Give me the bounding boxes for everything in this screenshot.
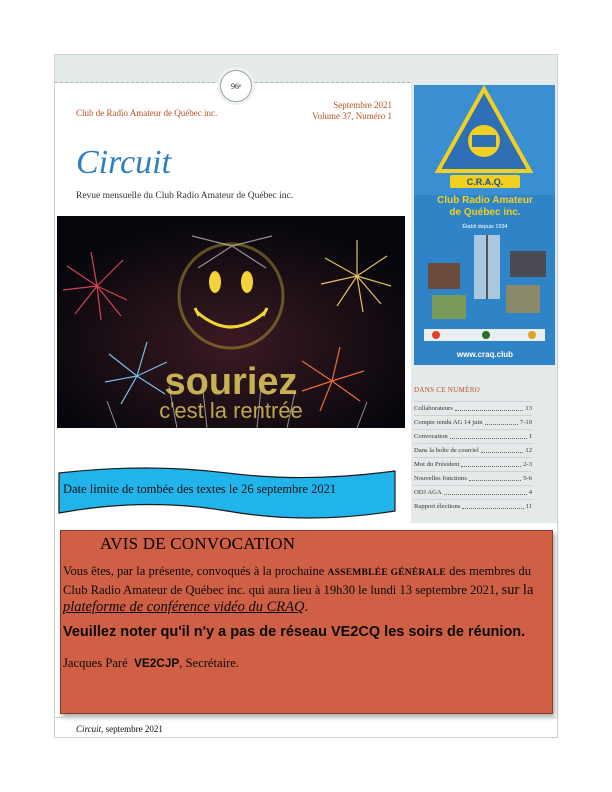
cover-photo — [57, 216, 405, 428]
toc-item[interactable]: Compte rendu AG 14 juin 7-10 — [414, 415, 532, 429]
network-notice: Veuillez noter qu'il n'y a pas de réseau VE2CQ les soirs de réunion. — [63, 624, 526, 640]
poster-club-line2: de Québec inc. — [449, 207, 521, 218]
signature — [63, 656, 239, 671]
poster-since: Établi depuis 1934 — [462, 224, 508, 230]
footer — [76, 724, 163, 734]
toc-item[interactable]: Collaborateurs 13 — [414, 401, 532, 415]
club-name: Club de Radio Amateur de Québec inc. — [76, 108, 218, 118]
deadline-text: Date limite de tombée des textes le 26 septembre 2021 — [63, 482, 337, 496]
issue-month: Septembre 2021 — [333, 100, 392, 110]
signer-role: , Secrétaire. — [179, 656, 240, 670]
convocation-paragraph: Vous êtes, par la présente, convoqués à la prochaine ASSEMBLÉE GÉNÉRALE des membres du Club Radio Amateur de Québec inc. qui aura lieu à 19h30 le lundi 13 septembre 2021, sur la plateforme de conférence vidéo du CRAQ. — [63, 564, 534, 615]
fireworks-illustration — [57, 216, 405, 428]
assembly-caps: ASSEMBLÉE GÉNÉRALE — [327, 567, 446, 578]
convocation-box — [60, 530, 553, 714]
header-rule-right — [250, 82, 410, 83]
issue-date — [296, 100, 392, 122]
poster-url: www.craq.club — [456, 350, 514, 359]
footer-pub: Circuit, — [76, 724, 104, 734]
toc-item[interactable]: Mot du Président 2-3 — [414, 457, 532, 471]
top-band — [55, 55, 557, 83]
convocation-title: AVIS DE CONVOCATION — [100, 534, 296, 553]
toc-item[interactable]: Dans la boîte de courriel 12 — [414, 443, 532, 457]
signer-name: Jacques Paré — [63, 656, 128, 670]
club-poster — [414, 85, 555, 365]
poster-badge-text: C.R.A.Q. — [466, 177, 504, 187]
photo-text-souriez: souriez — [164, 361, 298, 403]
newsletter-subtitle: Revue mensuelle du Club Radio Amateur de Québec inc. — [76, 191, 294, 201]
newsletter-title: Circuit — [76, 144, 172, 181]
footer-date: septembre 2021 — [103, 724, 163, 734]
conference-link[interactable]: plateforme de conférence vidéo du CRAQ — [63, 599, 305, 615]
table-of-contents — [414, 401, 532, 513]
toc-item[interactable]: Nouvelles fonctions 5-6 — [414, 471, 532, 485]
photo-text-rentree: c'est la rentrée — [159, 398, 303, 423]
footer-rule — [55, 717, 557, 718]
poster-club-line1: Club Radio Amateur — [437, 195, 533, 206]
signer-callsign: VE2CJP — [134, 656, 180, 670]
toc-item[interactable]: ODJ AGA 4 — [414, 485, 532, 499]
toc-title: DANS CE NUMÉRO — [414, 386, 481, 394]
toc-item[interactable]: Rapport élections 11 — [414, 499, 532, 513]
issue-volume: Volume 37, Numéro 1 — [312, 111, 392, 121]
issue-badge: 96ᵉ — [220, 70, 252, 102]
toc-item[interactable]: Convocation 1 — [414, 429, 532, 443]
header-rule-left — [55, 82, 220, 83]
